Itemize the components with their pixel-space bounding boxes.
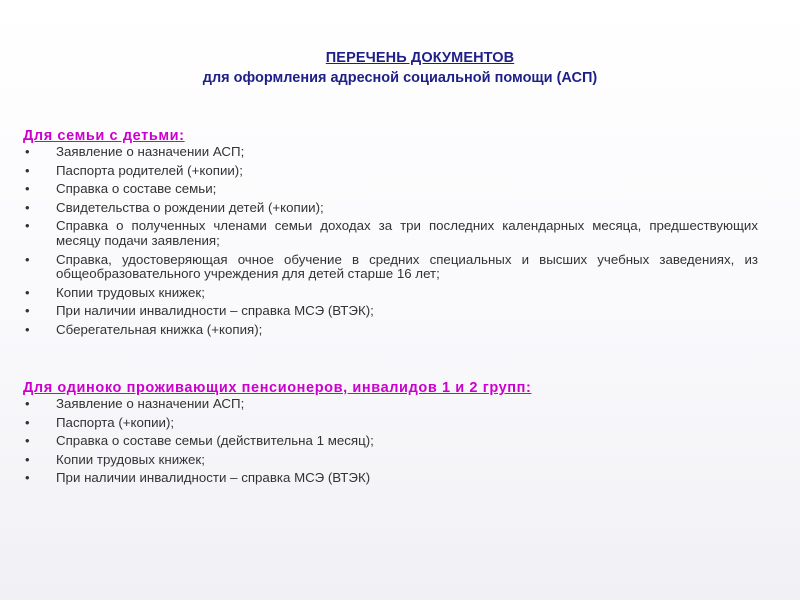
list-item <box>23 182 758 197</box>
bullet-icon: • <box>25 303 30 319</box>
list-item-text: Заявление о назначении АСП; <box>56 144 245 159</box>
list-item <box>23 145 758 160</box>
section-families-with-children <box>23 128 758 342</box>
list-item <box>23 397 758 412</box>
list-item-text: Сберегательная книжка (+копия); <box>56 321 263 337</box>
list-item-text: Справка о составе семьи; <box>56 181 217 197</box>
list-item-text: Копии трудовых книжек; <box>56 284 205 300</box>
list-item-text: При наличии инвалидности – справка МСЭ (ВТЭК) <box>56 470 371 486</box>
bullet-icon: • <box>25 218 30 234</box>
section-heading: Для семьи с детьми: <box>23 128 185 144</box>
bullet-icon: • <box>25 396 30 411</box>
list-item-text: Паспорта (+копии); <box>56 414 175 430</box>
list-item-text: Свидетельства о рождении детей (+копии); <box>56 199 324 215</box>
list-item-text: Справка о полученных членами семьи доходах за три последних календарных месяца, предшествующих месяцу подачи заявления; <box>56 218 758 248</box>
list-item <box>23 453 758 468</box>
list-item <box>23 219 758 248</box>
list-item-text: Справка, удостоверяющая очное обучение в средних специальных и высших учебных заведениях, из общеобразовательного учреждения для детей старше 16 лет; <box>56 251 758 282</box>
list-item-text: Справка о составе семьи (действительна 1 месяц); <box>56 433 374 449</box>
bullet-icon: • <box>25 284 30 300</box>
list-item <box>23 323 758 338</box>
bullet-icon: • <box>25 433 30 449</box>
bullet-icon: • <box>25 321 30 337</box>
page-title: ПЕРЕЧЕНЬ ДОКУМЕНТОВ <box>325 50 515 66</box>
document-list <box>23 145 758 338</box>
bullet-icon: • <box>25 470 30 486</box>
section-pensioners-disabled <box>23 380 758 490</box>
list-item-text: Заявление о назначении АСП; <box>56 396 245 411</box>
list-item <box>23 416 758 431</box>
list-item <box>23 434 758 449</box>
list-item-text: Копии трудовых книжек; <box>56 451 205 467</box>
section-heading: Для одиноко проживающих пенсионеров, инвалидов 1 и 2 групп: <box>23 380 532 396</box>
bullet-icon: • <box>25 181 30 197</box>
list-item <box>23 471 758 486</box>
list-item <box>23 253 758 282</box>
document-list <box>23 397 758 486</box>
list-item-text: Паспорта родителей (+копии); <box>56 162 243 178</box>
bullet-icon: • <box>25 144 30 159</box>
list-item <box>23 286 758 301</box>
list-item <box>23 164 758 179</box>
list-item <box>23 304 758 319</box>
bullet-icon: • <box>25 162 30 178</box>
bullet-icon: • <box>25 199 30 215</box>
list-item-text: При наличии инвалидности – справка МСЭ (ВТЭК); <box>56 303 374 319</box>
page-subtitle: для оформления адресной социальной помощи (АСП) <box>202 70 598 86</box>
bullet-icon: • <box>25 414 30 430</box>
bullet-icon: • <box>25 251 30 267</box>
bullet-icon: • <box>25 451 30 467</box>
list-item <box>23 201 758 216</box>
